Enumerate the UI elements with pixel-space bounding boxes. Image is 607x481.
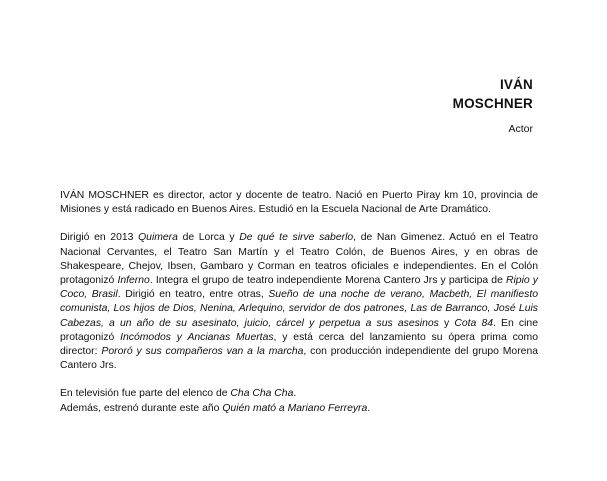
italic-title: Cha Cha Cha <box>230 388 294 400</box>
italic-title: Pororó y sus compañeros van a la marcha <box>101 346 304 358</box>
text-run: , y está cerca del lanzamiento su ópera prima como director: <box>60 331 538 358</box>
italic-title: Ripio y Coco, Brasil <box>60 275 538 301</box>
bio-body <box>60 189 538 416</box>
last-name: MOSCHNER <box>452 96 533 111</box>
text-run: Dirigió en 2013 <box>60 232 139 244</box>
text-run: En televisión fue parte del elenco de <box>60 388 231 400</box>
italic-title: Cota 84 <box>454 317 494 329</box>
italic-title: Inferno <box>117 275 150 287</box>
text-run: , de Nan Gimenez. Actuó en el Teatro Nacional Cervantes, el Teatro San Martín y el Teatro Colón, de Buenos Aires, y en obras de Shakespeare, Chejov, Ibsen, Gambaro y Corman en teatros oficiales e independientes. En el Colón protagonizó <box>60 232 539 287</box>
bio-paragraph-1: IVÁN MOSCHNER es director, actor y docente de teatro. Nació en Puerto Piray km 10, provincia de Misiones y está radicado en Buenos Aires. Estudió en la Escuela Nacional de Arte Dramático. <box>60 190 538 216</box>
header-block <box>453 75 533 135</box>
text-run: . Dirigió en teatro, entre otras, <box>117 289 269 301</box>
text-run: . <box>367 402 371 414</box>
role-label: Actor <box>508 123 533 135</box>
text-run: , con producción independiente del grupo Morena Cantero Jrs. <box>60 346 539 372</box>
text-run: Además, estrenó durante este año <box>60 402 223 414</box>
text-run: . <box>293 388 297 400</box>
bio-paragraph-2 <box>60 231 538 373</box>
bio-paragraph-3 <box>60 387 538 401</box>
text-run: de Lorca y <box>177 232 240 244</box>
italic-title: Quimera <box>138 232 178 244</box>
italic-title: De qué te sirve saberlo <box>239 232 354 244</box>
italic-title: Quién mató a Mariano Ferreyra <box>222 402 368 414</box>
italic-title: Incómodos y Ancianas Muertas <box>120 331 274 343</box>
italic-title: Sueño de una noche de verano, Macbeth, El manifiesto comunista, Los hijos de Dios, Nenina, Arlequino, servidor de dos patrones, Las de Barranco, José Luis Cabezas, a un año de su asesinato, juicio, cárcel y perpetua a sus asesinos <box>60 289 538 329</box>
text-run: . Integra el grupo de teatro independiente Morena Cantero Jrs y participa de <box>149 275 506 287</box>
text-run: . En cine protagonizó <box>60 317 538 343</box>
text-run: y <box>438 317 455 329</box>
first-name: IVÁN <box>499 77 533 92</box>
bio-paragraph-4 <box>60 402 538 416</box>
